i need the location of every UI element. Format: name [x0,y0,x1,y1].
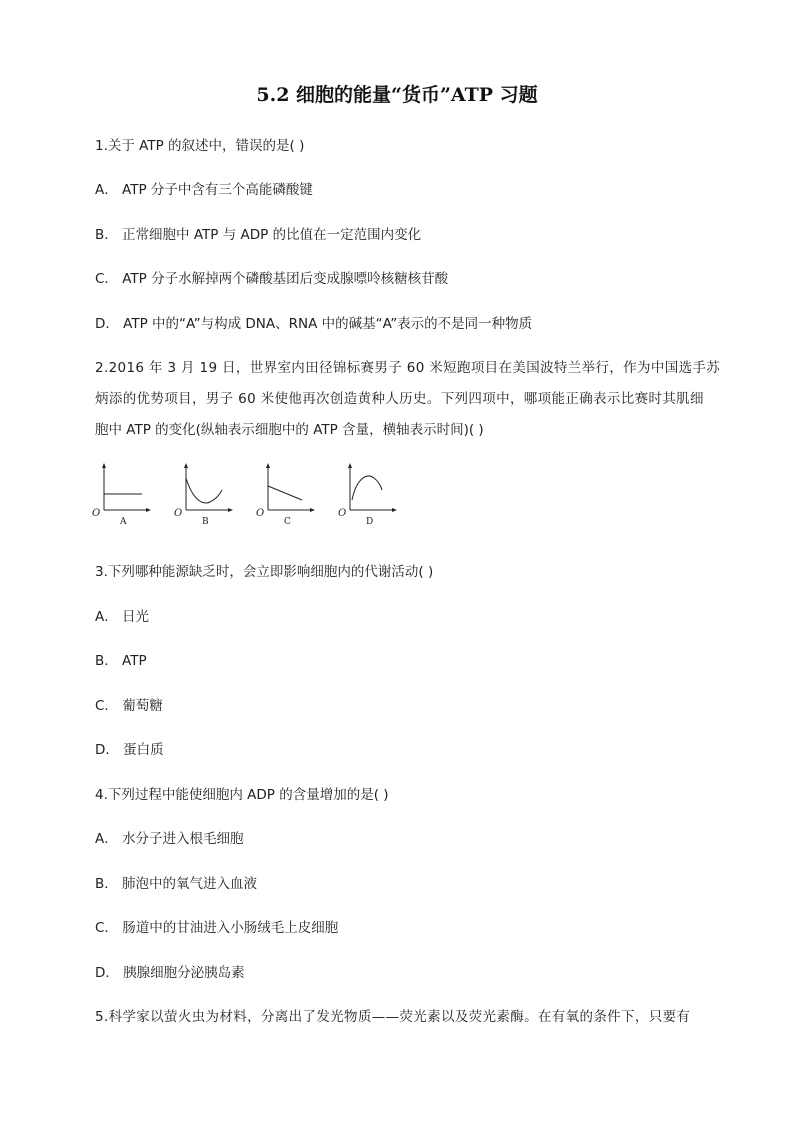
q2-line-3: 胞中 ATP 的变化(纵轴表示细胞中的 ATP 含量，横轴表示时间)( ) [95,422,484,438]
graph-b-origin: O [174,508,183,519]
q3-option-b: B． ATP [95,653,147,669]
graph-d-axes [338,460,398,516]
graph-b-curve [186,478,222,503]
q2-graph-b [174,460,234,532]
graph-b-label: B [202,517,209,527]
q2-line-1: 2.2016 年 3 月 19 日，世界室内田径锦标赛男子 60 米短跑项目在美国波特兰举行，作为中国选手苏 [95,360,721,376]
graph-d-curve [352,476,382,500]
q2-graph-a [92,460,152,532]
q1-option-d: D． ATP 中的“A”与构成 DNA、RNA 中的碱基“A”表示的不是同一种物质 [95,316,533,332]
q2-line-2: 炳添的优势项目，男子 60 米使他再次创造黄种人历史。下列四项中，哪项能正确表示比赛时其肌细 [95,391,704,407]
q2-graph-d [338,460,398,532]
graph-a-origin: O [92,508,101,519]
graph-a-axes [92,460,152,516]
q4-stem: 4.下列过程中能使细胞内 ADP 的含量增加的是( ) [95,787,389,803]
graph-d-origin: O [338,508,347,519]
q5-stem: 5.科学家以萤火虫为材料，分离出了发光物质——荧光素以及荧光素酶。在有氧的条件下，只要有 [95,1009,691,1025]
q4-option-b: B． 肺泡中的氧气进入血液 [95,876,258,892]
graph-a-label: A [120,517,127,527]
q2-graphs [92,460,422,532]
document-title: 5.2 细胞的能量“货币”ATP 习题 [256,84,538,106]
q4-option-d: D． 胰腺细胞分泌胰岛素 [95,965,245,981]
q1-stem: 1.关于 ATP 的叙述中，错误的是( ) [95,138,305,154]
q3-option-c: C． 葡萄糖 [95,698,163,714]
graph-d-label: D [366,517,374,527]
q3-stem: 3.下列哪种能源缺乏时，会立即影响细胞内的代谢活动( ) [95,564,434,580]
q4-option-a: A． 水分子进入根毛细胞 [95,831,244,847]
q4-option-c: C． 肠道中的甘油进入小肠绒毛上皮细胞 [95,920,339,936]
q1-option-c: C． ATP 分子水解掉两个磷酸基团后变成腺嘌呤核糖核苷酸 [95,271,449,287]
graph-c-axes [256,460,316,516]
graph-c-curve [268,486,302,500]
q3-option-d: D． 蛋白质 [95,742,164,758]
q1-option-a: A． ATP 分子中含有三个高能磷酸键 [95,182,313,198]
graph-c-label: C [284,517,291,527]
q3-option-a: A． 日光 [95,609,150,625]
q1-option-b: B． 正常细胞中 ATP 与 ADP 的比值在一定范围内变化 [95,227,422,243]
graph-b-axes [174,460,234,516]
q2-graph-c [256,460,316,532]
graph-c-origin: O [256,508,265,519]
